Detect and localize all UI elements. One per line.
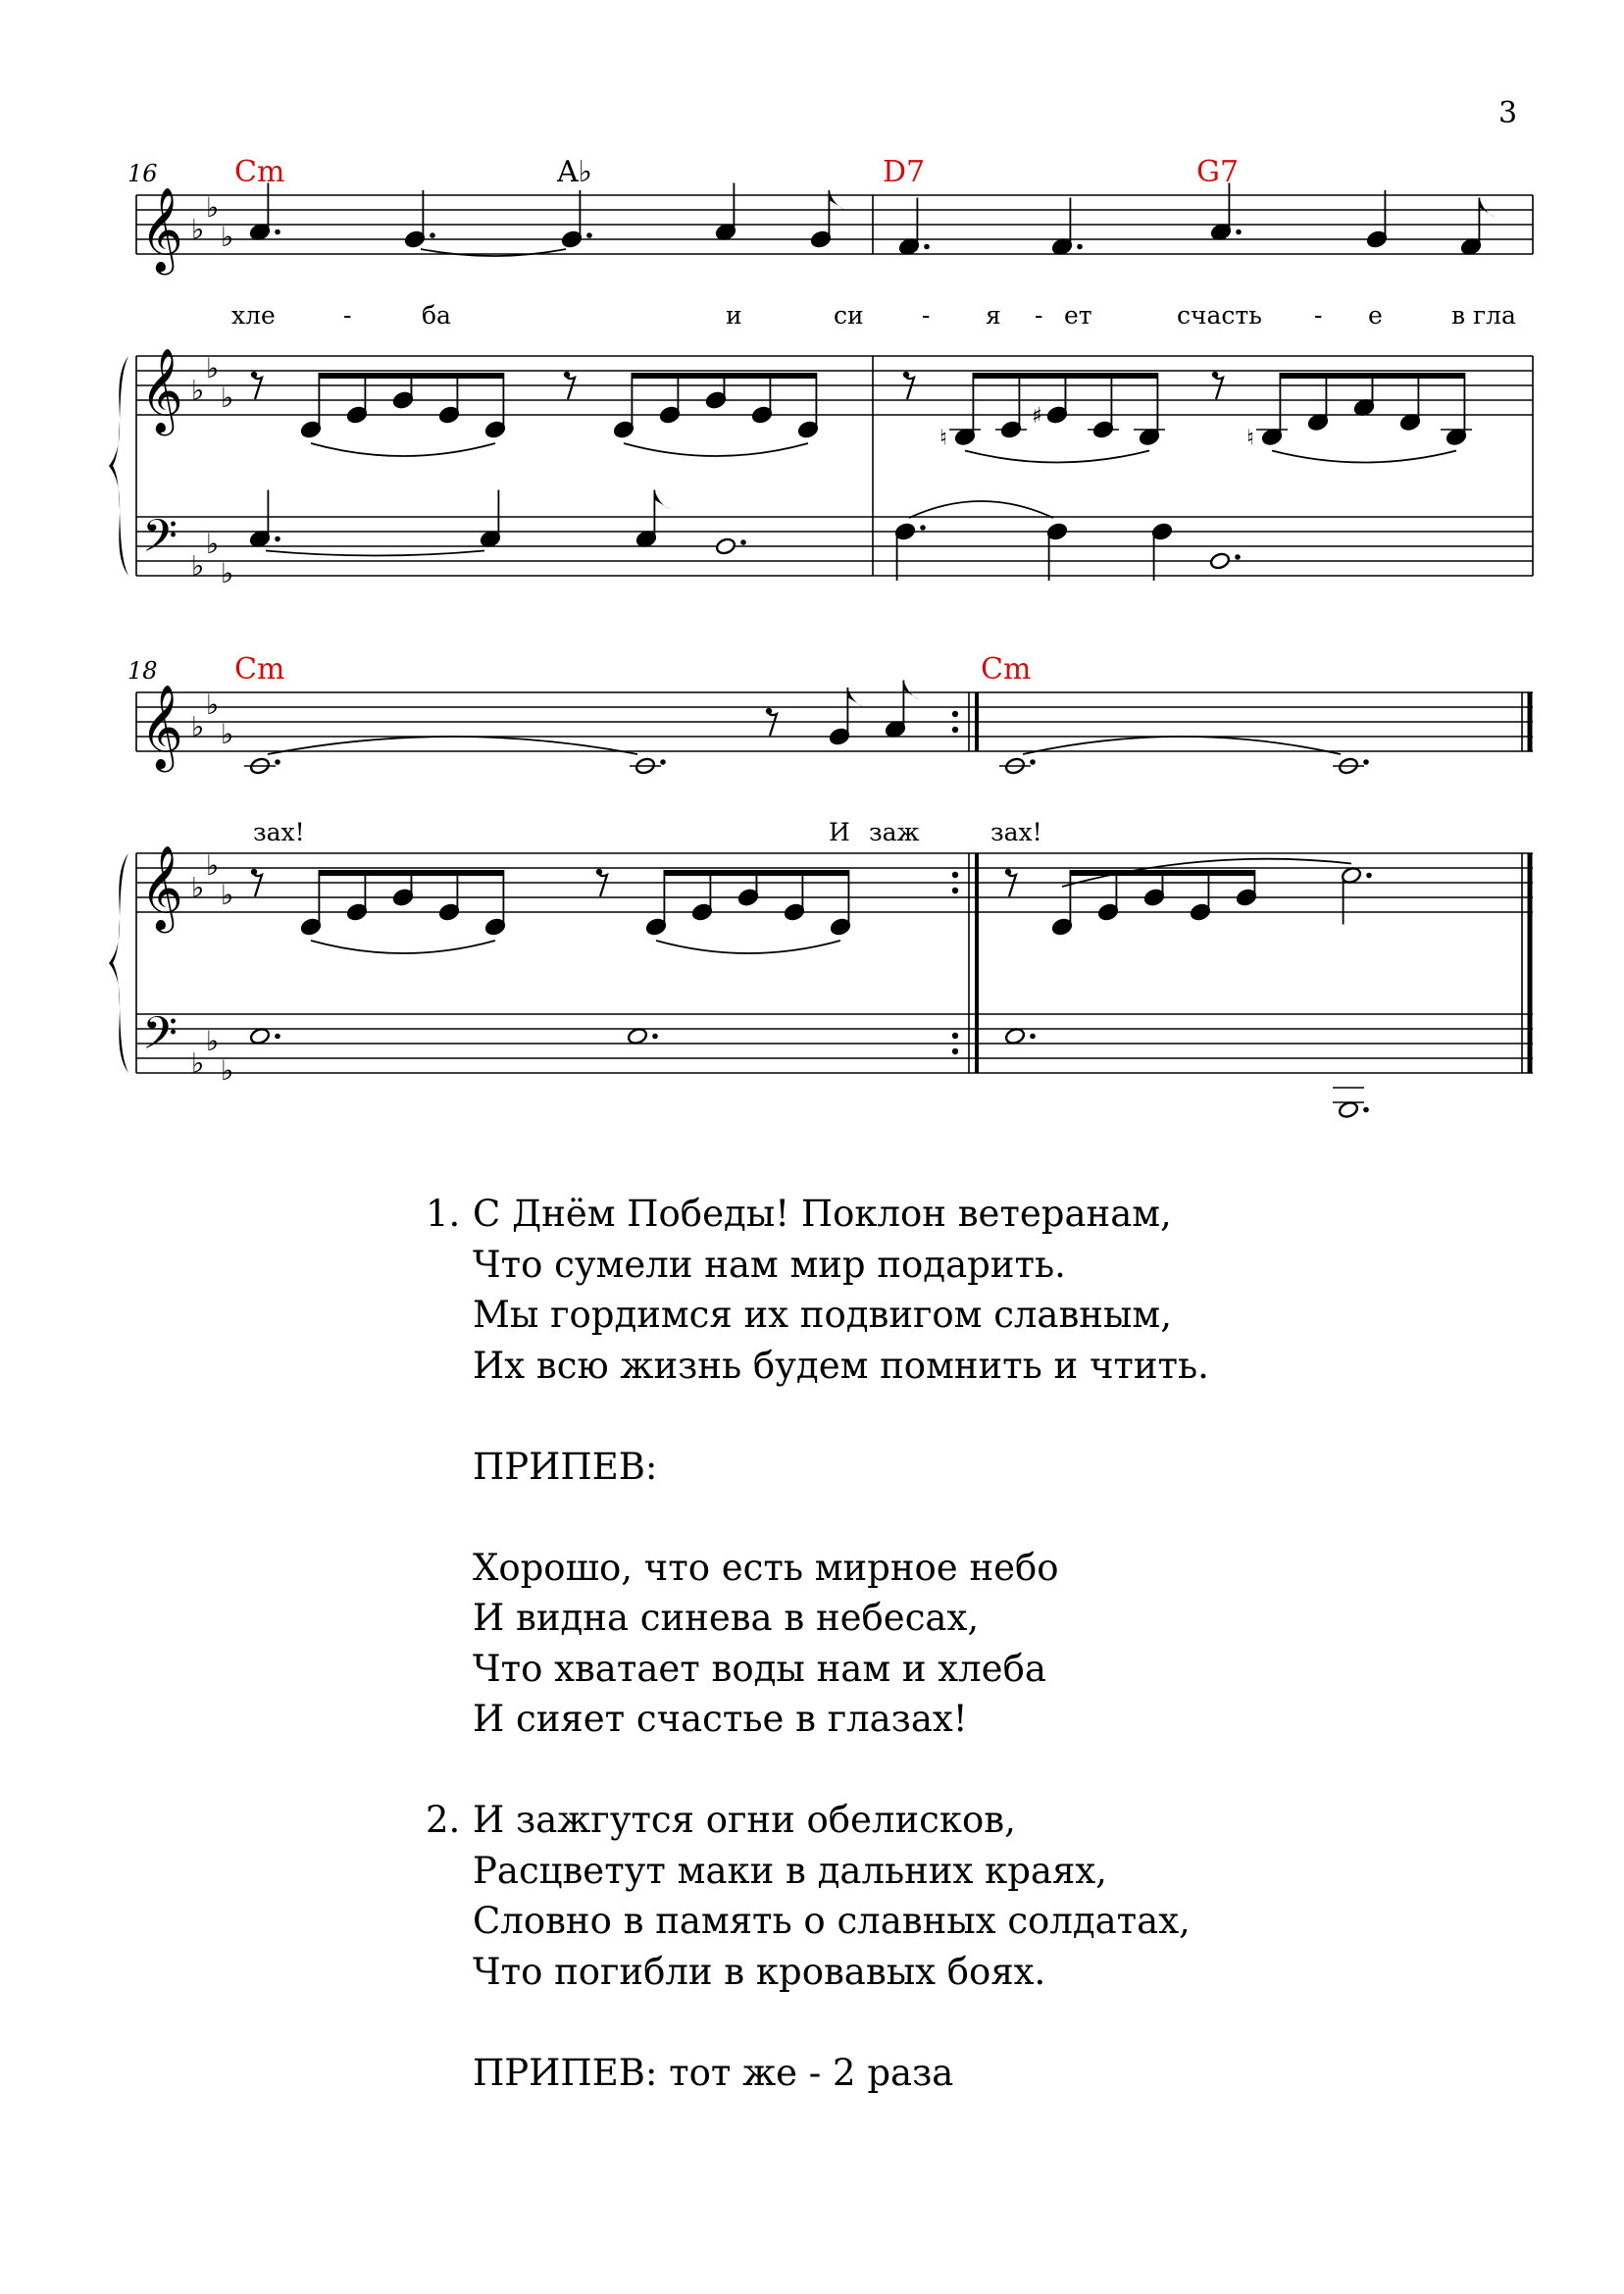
lyric-syllable: зах! [990,818,1042,846]
augmentation-dot [1030,759,1036,765]
note [1246,427,1288,451]
repeat-dot [952,1033,958,1039]
beam [319,870,411,876]
augmentation-dot [1366,873,1372,879]
repeat-dot [952,727,958,733]
chord-symbol: A♭ [557,155,592,189]
lyric-line: Словно в память о славных солдатах, [473,1900,1191,1942]
eighth-rest-dot [766,708,772,714]
note [627,1027,658,1045]
note [1046,522,1068,581]
repeat-dot [952,711,958,717]
lyric-line: С Днём Победы! Поклон ветеранам, [473,1193,1172,1235]
verse-number: 1. [426,1193,461,1235]
note [1441,428,1472,446]
lyric-line: Хорошо, что есть мирное небо [473,1546,1059,1589]
note [1051,198,1083,257]
slur [421,249,566,256]
augmentation-dot [1077,244,1083,250]
lyric-syllable: - [1035,301,1043,330]
song-lyrics [426,1189,1209,2149]
verse-1 [426,1189,1209,1391]
lyric-line: Что погибли в кровавых боях. [473,1950,1046,1993]
music-system-1 [109,155,1533,589]
note [630,756,666,775]
eighth-rest [1007,873,1016,896]
eighth-rest [1214,376,1223,399]
beam [319,373,411,379]
eighth-rest-dot [1005,869,1011,875]
augmentation-dot [1235,554,1241,560]
lyric-syllable: я [986,301,1001,330]
lyric-syllable: И [829,818,850,846]
notehead [1338,1100,1359,1119]
key-flat: ♭ [221,557,234,589]
key-flat: ♭ [191,549,205,583]
augmentation-dot [1236,229,1242,235]
note [249,1027,280,1045]
eighth-rest [768,712,777,736]
lyric-syllable: заж [869,818,920,846]
beam [664,870,756,876]
slur [624,443,808,456]
lyric-line: И видна синева в небесах, [473,1597,980,1639]
eighth-rest-dot [596,869,602,875]
note [1210,183,1242,242]
note [1151,522,1173,581]
augmentation-dot [275,759,280,765]
slur [965,451,1149,463]
slur [909,501,1053,518]
accidental: ♯ [1032,404,1042,429]
key-flat: ♭ [206,191,220,224]
treble-clef: 𝄞 [140,348,183,433]
note [1004,1027,1036,1045]
key-flat: ♭ [206,1025,220,1057]
bass-clef: 𝄢 [142,1007,178,1071]
lyric-line: Что сумели нам мир подарить. [473,1243,1066,1286]
bass-clef: 𝄢 [142,510,178,574]
note [715,183,736,242]
slur [311,443,495,456]
augmentation-dot [275,1034,280,1040]
treble-clef: 𝄞 [140,187,183,272]
note-flag [654,490,670,510]
verse-2 [426,1795,1209,1997]
chord-symbol: G7 [1196,155,1240,189]
note-flag [829,190,844,210]
lyric-line: Расцветут маки в дальних краях, [473,1849,1107,1892]
chord-symbol: Cm [981,652,1032,687]
lyric-syllable: си [834,301,864,330]
notehead [1209,551,1231,570]
note [995,420,1027,438]
chord-symbol: Cm [234,155,285,189]
note [244,756,280,775]
eighth-rest-dot [903,372,909,378]
note [1460,198,1495,257]
measure-number: 16 [127,160,158,187]
eighth-rest-dot [1212,372,1218,378]
note [1333,1088,1369,1119]
lyric-syllable: и [726,301,742,330]
repeat-dot [952,888,958,893]
augmentation-dot [924,244,930,250]
eighth-rest-dot [251,869,257,875]
beam [1162,870,1254,876]
key-flat: ♭ [206,849,220,882]
beam [724,373,816,379]
chorus-repeat-block [426,2048,1209,2099]
treble-clef: 𝄞 [140,685,183,769]
beam [756,870,848,876]
beam [1280,373,1372,379]
notehead [627,1027,648,1045]
key-flat: ♭ [221,879,234,911]
key-flat: ♭ [191,710,205,743]
lyric-syllable: счасть [1177,301,1262,330]
lyric-syllable: зах! [253,818,305,846]
chorus [426,1543,1209,1745]
augmentation-dot [586,232,592,238]
note [1333,756,1369,775]
chord-symbol: D7 [883,155,926,189]
key-flat: ♭ [206,528,220,560]
augmentation-dot [275,229,280,235]
beam [1070,870,1162,876]
eighth-rest [253,376,262,399]
accidental: ♮ [939,426,947,451]
eighth-rest-dot [564,372,570,378]
lyric-line: Что хватает воды нам и хлеба [473,1647,1046,1690]
lyric-line: И зажгутся огни обелисков, [473,1799,1016,1841]
augmentation-dot [740,539,746,545]
note-flag [1479,198,1495,218]
key-flat: ♭ [191,871,205,904]
slur [656,941,840,953]
lyric-line: Мы гордимся их подвигом славным, [473,1294,1172,1336]
repeat-dot [952,1048,958,1054]
chorus-repeat: ПРИПЕВ: тот же - 2 раза [473,2051,954,2094]
note-flag [903,681,919,700]
eighth-rest-dot [251,372,257,378]
lyric-line: Их всю жизнь будем помнить и чтить. [473,1344,1209,1387]
slur [1272,451,1456,463]
note [249,490,280,549]
key-flat: ♭ [221,1054,234,1087]
lyric-syllable: - [343,301,352,330]
grand-staff-brace [109,356,128,576]
augmentation-dot [652,1034,658,1040]
note [1366,190,1388,249]
lyric-syllable: - [922,301,931,330]
lyric-syllable: хле [231,301,276,330]
note [898,198,930,257]
note [1341,866,1372,925]
grand-staff-brace [109,853,128,1073]
beam [411,373,503,379]
lyric-syllable: - [1314,301,1323,330]
eighth-rest [253,873,262,896]
lyric-syllable: в гла [1451,301,1516,330]
key-flat: ♭ [206,352,220,384]
augmentation-dot [1030,1034,1036,1040]
beam [1372,373,1464,379]
key-flat: ♭ [221,221,234,253]
chorus-label: ПРИПЕВ: [473,1445,658,1488]
augmentation-dot [1363,759,1369,765]
music-system-2 [109,652,1533,1119]
measure-number: 18 [127,657,158,685]
slur [311,941,495,953]
augmentation-dot [660,759,666,765]
slur [266,551,484,556]
note [480,490,501,549]
notehead [249,1027,271,1045]
page-number: 3 [1498,96,1518,130]
verse-number: 2. [426,1799,461,1841]
lyric-syllable: ет [1064,301,1092,330]
note-flag [847,688,863,707]
beam [632,373,724,379]
key-flat: ♭ [221,718,234,750]
key-flat: ♭ [191,1046,205,1080]
key-flat: ♭ [191,374,205,407]
note [939,427,981,451]
eighth-rest [566,376,575,399]
note [1134,428,1165,446]
eighth-rest [598,873,607,896]
note [635,490,670,549]
note [1088,420,1119,438]
key-flat: ♭ [191,213,205,246]
lyric-line: И сияет счастье в глазах! [473,1698,968,1740]
augmentation-dot [920,525,926,531]
beam [1065,373,1157,379]
notehead [715,536,736,555]
lyric-syllable: ба [422,301,451,330]
note [999,756,1036,775]
accidental: ♮ [1246,426,1254,451]
eighth-rest [905,376,914,399]
note [249,183,280,242]
notehead [1004,1027,1026,1045]
repeat-dot [952,872,958,878]
key-flat: ♭ [221,382,234,414]
augmentation-dot [1363,1107,1369,1113]
beam [411,870,503,876]
chord-symbol: Cm [234,652,285,687]
note [885,681,919,739]
lyric-syllable: е [1368,301,1383,330]
augmentation-dot [275,536,280,542]
beam [973,373,1065,379]
chorus-label-block [426,1442,1209,1493]
key-flat: ♭ [206,688,220,721]
treble-clef: 𝄞 [140,845,183,930]
augmentation-dot [430,232,435,238]
